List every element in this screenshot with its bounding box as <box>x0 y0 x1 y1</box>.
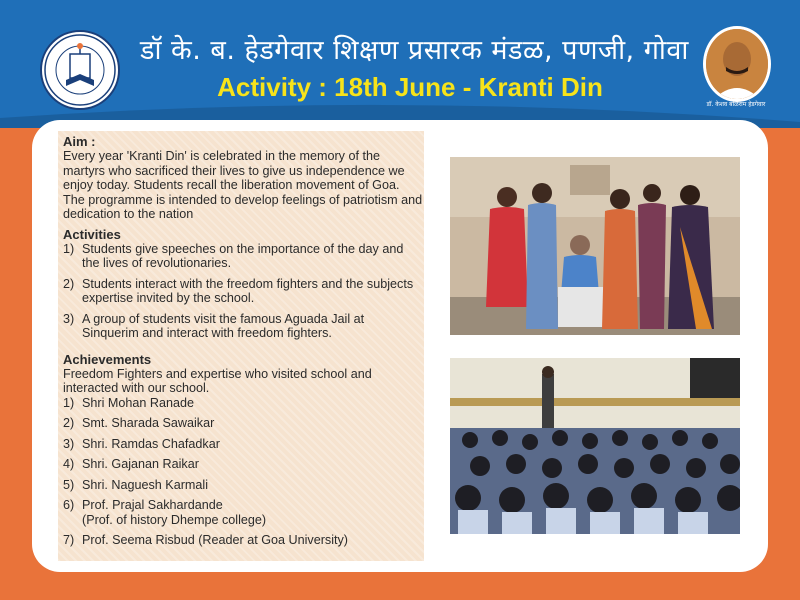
activities-list <box>63 242 423 341</box>
founder-portrait <box>703 26 771 102</box>
aim-heading: Aim : <box>63 134 96 149</box>
content-text <box>63 134 423 548</box>
list-item: 2) Smt. Sharada Sawaikar <box>63 416 215 430</box>
school-logo <box>40 30 120 110</box>
achievements-heading: Achievements <box>63 351 152 367</box>
achievements-intro: Freedom Fighters and expertise who visited school and interacted with our school. <box>63 366 372 395</box>
list-item: 7) Prof. Seema Risbud (Reader at Goa University) <box>63 533 348 547</box>
page-subtitle: Activity : 18th June - Kranti Din <box>217 72 603 102</box>
achievements-list <box>63 396 423 548</box>
list-item: 4) Shri. Gajanan Raikar <box>63 457 199 471</box>
photo-students-assembly <box>450 358 740 534</box>
activities-heading: Activities <box>63 226 121 242</box>
page-title-marathi: डॉ के. ब. हेडगेवार शिक्षण प्रसारक मंडळ, पणजी, गोवा <box>140 35 689 66</box>
list-item: 2) Students interact with the freedom fighters and the subjects expertise invited by the school. <box>63 276 414 305</box>
aim-text: Every year 'Kranti Din' is celebrated in the memory of the martyrs who sacrificed their lives to give us independence we enjoy today. Students recall the liberation movement of Goa. The programme is intended to develop feelings of patriotism and dedication to the nation <box>63 149 423 221</box>
list-item: 3) Shri. Ramdas Chafadkar <box>63 436 220 451</box>
list-item: 1) Students give speeches on the importance of the day and the lives of revolutionaries. <box>63 241 404 270</box>
list-item: 6) Prof. Prajal Sakhardande (Prof. of history Dhempe college) <box>63 498 267 527</box>
list-item: 1) Shri Mohan Ranade <box>63 395 195 410</box>
list-item: 3) A group of students visit the famous Aguada Jail at Sinquerim and interact with freedom fighters. <box>63 311 365 340</box>
photo-freedom-fighter-visit <box>450 157 740 335</box>
portrait-caption: डॉ. केशव बळिराम हेडगेवार <box>706 101 766 108</box>
list-item: 5) Shri. Naguesh Karmali <box>63 477 208 492</box>
